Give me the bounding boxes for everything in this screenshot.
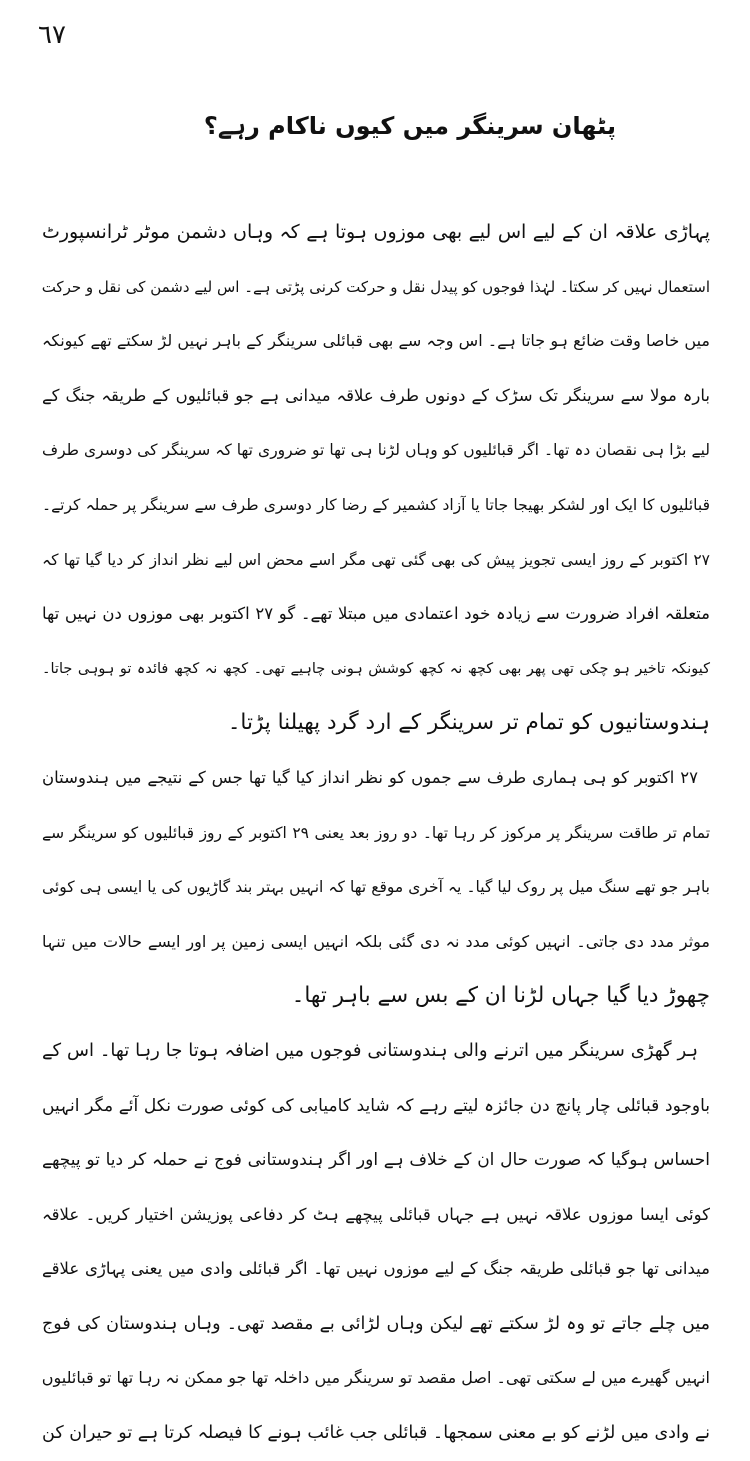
- text-line: تمام تر طاقت سرینگر پر مرکوز کر رہا تھا۔ دو روز بعد یعنی ۲۹ اکتوبر کے روز قبائلیوں کو سرینگر سے: [42, 823, 711, 842]
- page-title: پٹھان سرینگر میں کیوں ناکام رہے؟: [203, 112, 617, 140]
- text-line: نے وادی میں لڑنے کو بے معنی سمجھا۔ قبائلی جب غائب ہونے کا فیصلہ کرتا ہے تو حیران کن: [42, 1423, 710, 1444]
- text-line: ۲۷ اکتوبر کو ہی ہماری طرف سے جموں کو نظر انداز کیا گیا تھا جس کے نتیجے میں ہندوستان: [42, 767, 698, 787]
- text-line: چھوڑ دیا گیا جہاں لڑنا ان کے بس سے باہر تھا۔: [291, 983, 710, 1009]
- text-line: ہندوستانیوں کو تمام تر سرینگر کے ارد گرد پھیلنا پڑتا۔: [227, 710, 710, 736]
- text-line: باوجود قبائلی چار پانچ دن جائزہ لیتے رہے کہ شاید کامیابی کی کوئی صورت نکل آئے مگر انہیں: [42, 1095, 710, 1116]
- text-line: پہاڑی علاقہ ان کے لیے اس لیے بھی موزوں ہوتا ہے کہ وہاں دشمن موٹر ٹرانسپورٹ: [42, 221, 710, 243]
- text-line: قبائلیوں کا ایک اور لشکر بھیجا جاتا یا آزاد کشمیر کے رضا کار دوسری طرف سے سرینگر پر حملہ کرتے۔: [42, 495, 710, 514]
- text-line: میں خاصا وقت ضائع ہو جاتا ہے۔ اس وجہ سے بھی قبائلی سرینگر کے باہر نہیں لڑ سکتے تھے کیونکہ: [42, 331, 710, 351]
- text-line: ۲۷ اکتوبر کے روز ایسی تجویز پیش کی بھی گئی تھی مگر اسے محض اس لیے نظر انداز کر دیا گیا تھا کہ: [42, 550, 710, 569]
- text-line: کیونکہ تاخیر ہو چکی تھی پھر بھی کچھ نہ کچھ کوشش ہونی چاہیے تھی۔ کچھ نہ کچھ فائدہ تو ہوہی جاتا۔: [42, 660, 710, 677]
- text-line: استعمال نہیں کر سکتا۔ لہٰذا فوجوں کو پیدل نقل و حرکت کرنی پڑتی ہے۔ اس لیے دشمن کی نقل و حرکت: [41, 277, 710, 296]
- text-line: میں چلے جاتے تو وہ لڑ سکتے تھے لیکن وہاں لڑائی بے مقصد تھی۔ وہاں ہندوستان کی فوج: [42, 1313, 710, 1334]
- text-line: باہر جو تھے سنگ میل پر روک لیا گیا۔ یہ آخری موقع تھا کہ انہیں بہتر بند گاڑیوں کی یا ایسی ہی کوئی: [42, 878, 710, 897]
- text-line: بارہ مولا سے سرینگر تک سڑک کے دونوں طرف علاقہ میدانی ہے جو قبائلیوں کے طریقہ جنگ کے: [42, 385, 710, 405]
- text-line: کوئی ایسا موزوں علاقہ نہیں ہے جہاں قبائلی پیچھے ہٹ کر دفاعی پوزیشن اختیار کریں۔ علاقہ: [42, 1204, 710, 1224]
- text-line: متعلقہ افراد ضرورت سے زیادہ خود اعتمادی میں مبتلا تھے۔ گو ۲۷ اکتوبر بھی موزوں دن نہیں تھا: [42, 604, 710, 624]
- text-line: احساس ہوگیا کہ صورت حال ان کے خلاف ہے اور اگر ہندوستانی فوج نے حملہ کر دیا تو پیچھے: [42, 1150, 710, 1171]
- text-line: ہر گھڑی سرینگر میں اترنے والی ہندوستانی فوجوں میں اضافہ ہوتا جا رہا تھا۔ اس کے: [42, 1039, 698, 1061]
- body-text: [42, 205, 710, 1461]
- text-line: لیے بڑا ہی نقصان دہ تھا۔ اگر قبائلیوں کو وہاں لڑنا ہی تھا تو ضروری تھا کہ سرینگر کی دوسری طرف: [42, 441, 710, 460]
- page-number: ٦٧: [38, 20, 66, 50]
- text-line: موثر مدد دی جاتی۔ انہیں کوئی مدد نہ دی گئی بلکہ انہیں ایسی زمین پر اور ایسے حالات میں تنہا: [42, 931, 710, 951]
- text-line: انہیں گھیرے میں لے سکتی تھی۔ اصل مقصد تو سرینگر میں داخلہ تھا جو ممکن نہ رہا تھا تو قبائلیوں: [41, 1368, 710, 1388]
- text-line: میدانی تھا جو قبائلی طریقہ جنگ کے لیے موزوں نہیں تھا۔ اگر قبائلی وادی میں یعنی پہاڑی علاقے: [42, 1259, 710, 1279]
